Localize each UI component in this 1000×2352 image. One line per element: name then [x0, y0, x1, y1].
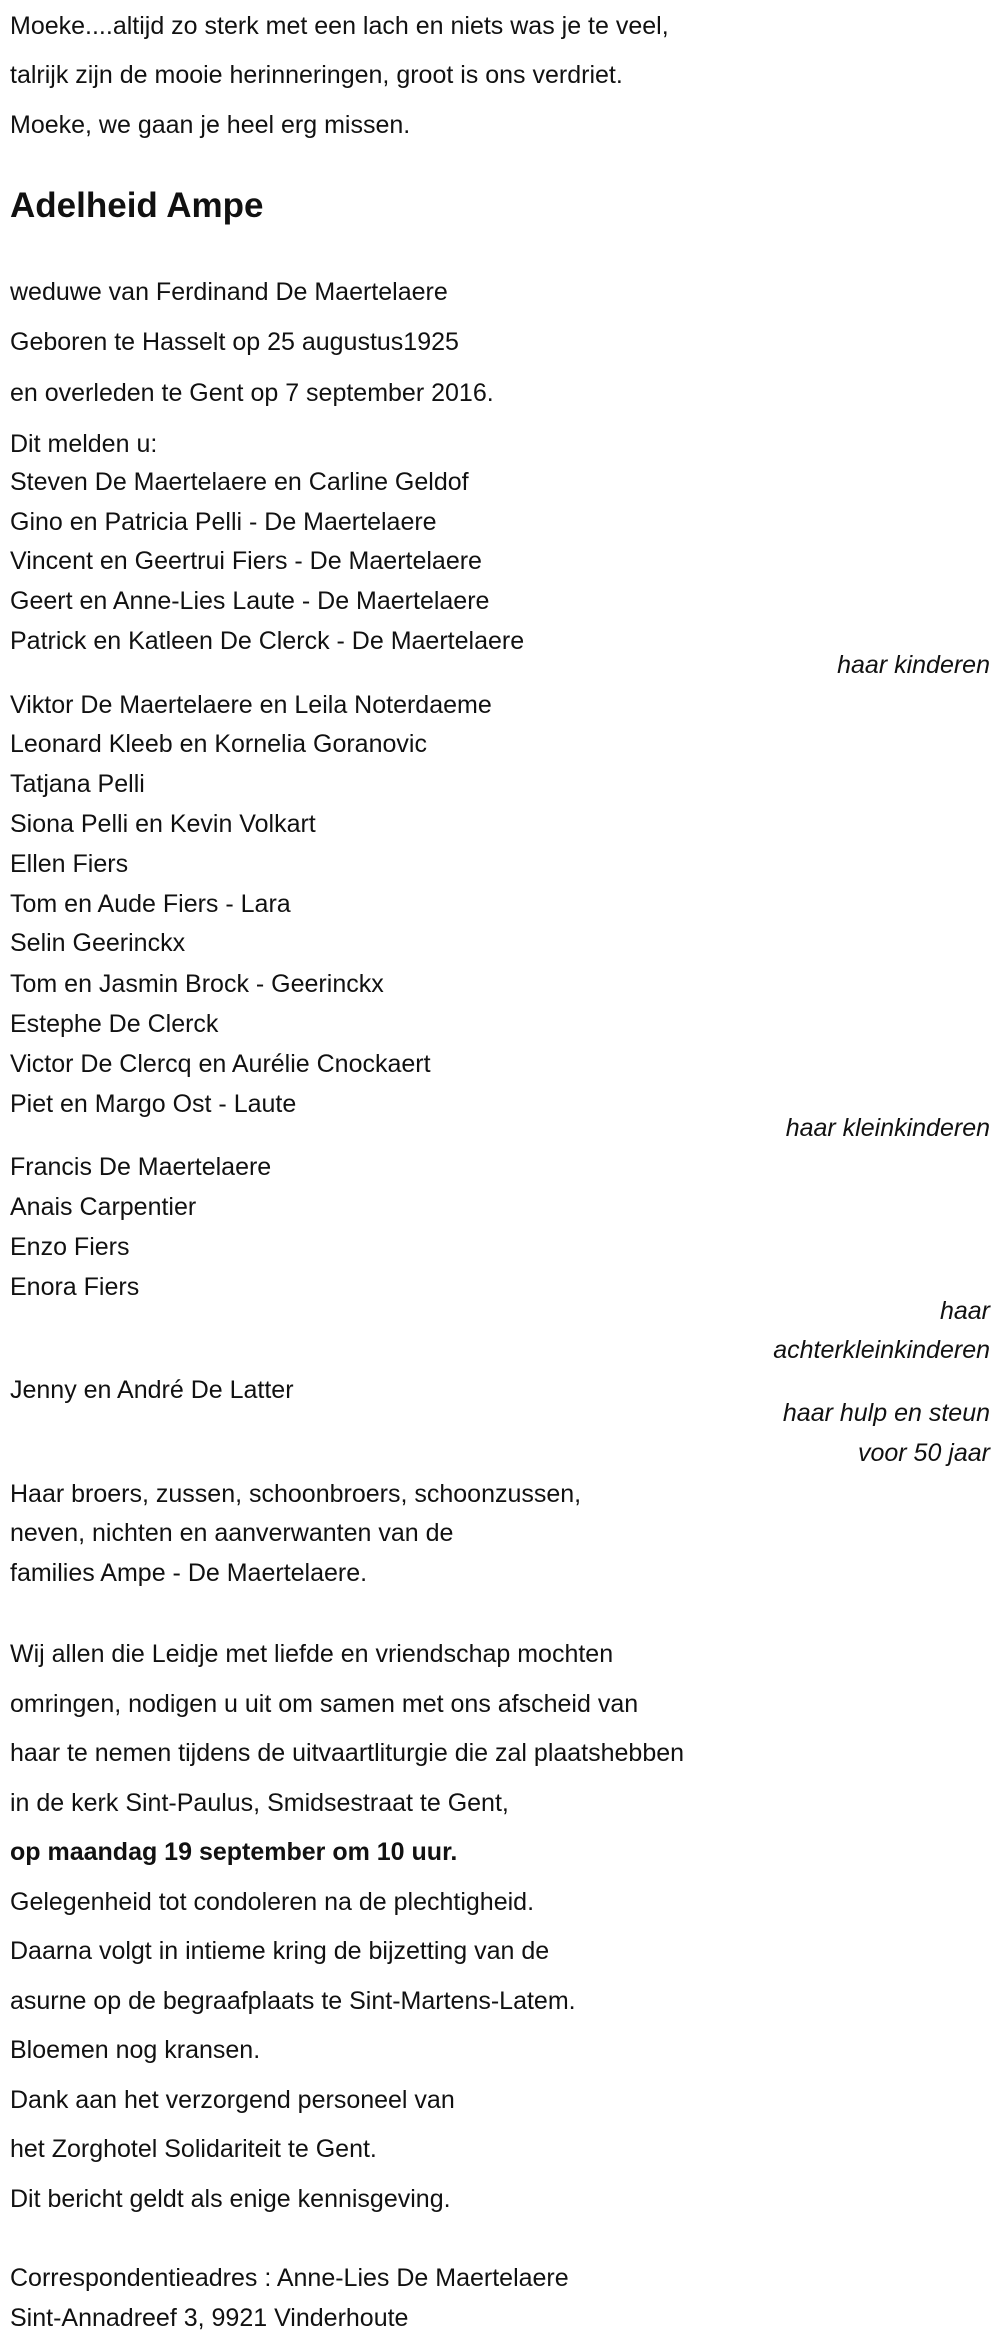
correspondence-address: Sint-Annadreef 3, 9921 Vinderhoute — [10, 2304, 409, 2332]
intro-line: talrijk zijn de mooie herinneringen, groot is ons verdriet. — [10, 61, 623, 89]
great-grandchildren-label: haar — [939, 1297, 990, 1325]
child-entry: Geert en Anne-Lies Laute - De Maertelaere — [10, 587, 490, 615]
helpers-entry: Jenny en André De Latter — [10, 1376, 294, 1404]
grandchild-entry: Tom en Aude Fiers - Lara — [10, 890, 291, 918]
grandchild-entry: Viktor De Maertelaere en Leila Noterdaeme — [10, 691, 492, 719]
grandchildren-label: haar kleinkinderen — [785, 1114, 990, 1142]
correspondence-address: Correspondentieadres : Anne-Lies De Maertelaere — [10, 2264, 569, 2292]
family-line: neven, nichten en aanverwanten van de — [10, 1519, 454, 1547]
intro-line: Moeke, we gaan je heel erg missen. — [10, 111, 411, 139]
children-label: haar kinderen — [837, 651, 990, 679]
grandchild-entry: Siona Pelli en Kevin Volkart — [10, 810, 316, 838]
child-entry: Gino en Patricia Pelli - De Maertelaere — [10, 508, 437, 536]
great-grandchildren-label: achterkleinkinderen — [773, 1336, 990, 1364]
ceremony-line: Wij allen die Leidje met liefde en vriendschap mochten — [10, 1640, 614, 1668]
grandchild-entry: Tatjana Pelli — [10, 770, 145, 798]
detail-line: weduwe van Ferdinand De Maertelaere — [10, 278, 448, 306]
grandchild-entry: Victor De Clercq en Aurélie Cnockaert — [10, 1050, 431, 1078]
ceremony-line: in de kerk Sint-Paulus, Smidsestraat te Gent, — [10, 1789, 509, 1817]
intro-line: Moeke....altijd zo sterk met een lach en niets was je te veel, — [10, 12, 669, 40]
great-grandchild-entry: Francis De Maertelaere — [10, 1153, 272, 1181]
family-line: families Ampe - De Maertelaere. — [10, 1559, 368, 1587]
great-grandchild-entry: Anais Carpentier — [10, 1193, 197, 1221]
ceremony-line: het Zorghotel Solidariteit te Gent. — [10, 2135, 377, 2163]
deceased-name: Adelheid Ampe — [10, 186, 264, 225]
helpers-label: haar hulp en steun — [782, 1399, 990, 1427]
grandchild-entry: Selin Geerinckx — [10, 929, 186, 957]
family-line: Haar broers, zussen, schoonbroers, schoonzussen, — [10, 1480, 582, 1508]
child-entry: Vincent en Geertrui Fiers - De Maertelaere — [10, 547, 482, 575]
announce-label: Dit melden u: — [10, 430, 158, 458]
grandchild-entry: Piet en Margo Ost - Laute — [10, 1090, 297, 1118]
child-entry: Steven De Maertelaere en Carline Geldof — [10, 468, 469, 496]
ceremony-line: Gelegenheid tot condoleren na de plechtigheid. — [10, 1888, 535, 1916]
ceremony-line: haar te nemen tijdens de uitvaartliturgie die zal plaatshebben — [10, 1739, 685, 1767]
grandchild-entry: Ellen Fiers — [10, 850, 129, 878]
great-grandchild-entry: Enora Fiers — [10, 1273, 140, 1301]
grandchild-entry: Estephe De Clerck — [10, 1010, 219, 1038]
ceremony-datetime: op maandag 19 september om 10 uur. — [10, 1838, 458, 1866]
ceremony-line: Dank aan het verzorgend personeel van — [10, 2086, 455, 2114]
ceremony-line: Bloemen nog kransen. — [10, 2036, 261, 2064]
ceremony-line: omringen, nodigen u uit om samen met ons afscheid van — [10, 1690, 639, 1718]
grandchild-entry: Tom en Jasmin Brock - Geerinckx — [10, 970, 384, 998]
detail-line: Geboren te Hasselt op 25 augustus1925 — [10, 328, 459, 356]
grandchild-entry: Leonard Kleeb en Kornelia Goranovic — [10, 730, 427, 758]
ceremony-line: Daarna volgt in intieme kring de bijzetting van de — [10, 1937, 550, 1965]
helpers-label: voor 50 jaar — [857, 1439, 990, 1467]
detail-line: en overleden te Gent op 7 september 2016. — [10, 379, 494, 407]
great-grandchild-entry: Enzo Fiers — [10, 1233, 130, 1261]
child-entry: Patrick en Katleen De Clerck - De Maertelaere — [10, 627, 525, 655]
ceremony-line: Dit bericht geldt als enige kennisgeving. — [10, 2185, 451, 2213]
ceremony-line: asurne op de begraafplaats te Sint-Martens-Latem. — [10, 1987, 576, 2015]
